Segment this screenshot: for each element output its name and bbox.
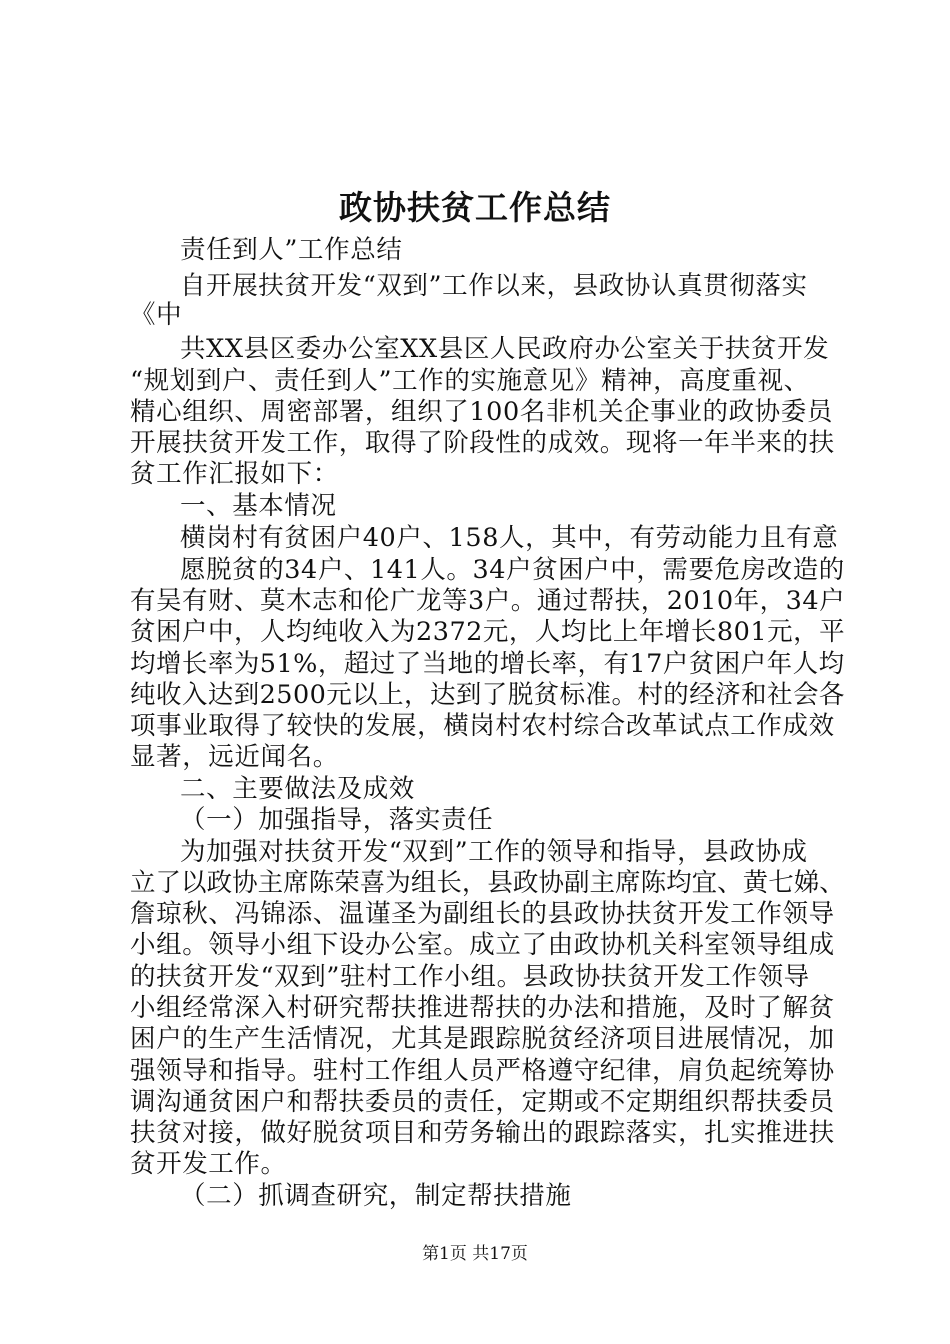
text-line: 精心组织、周密部署，组织了100名非机关企事业的政协委员 <box>130 397 833 427</box>
text-line: 《中 <box>130 300 183 330</box>
document-title: 政协扶贫工作总结 <box>339 188 611 227</box>
text-line: 贫开发工作。 <box>130 1149 287 1179</box>
text-line: 为加强对扶贫开发“双到”工作的领导和指导，县政协成 <box>180 837 808 867</box>
text-line: 共XX县区委办公室XX县区人民政府办公室关于扶贫开发 <box>180 334 830 364</box>
text-line: 贫工作汇报如下： <box>130 459 339 489</box>
subsection-heading: （二）抓调查研究，制定帮扶措施 <box>180 1181 572 1211</box>
text-line: 自开展扶贫开发“双到”工作以来，县政协认真贯彻落实 <box>180 271 808 301</box>
text-line: 贫困户中，人均纯收入为2372元，人均比上年增长801元，平 <box>130 617 846 647</box>
text-line: 扶贫对接，做好脱贫项目和劳务输出的跟踪落实，扎实推进扶 <box>130 1118 835 1148</box>
text-line: 均增长率为51%，超过了当地的增长率，有17户贫困户年人均 <box>130 649 845 679</box>
text-line: “规划到户、责任到人”工作的实施意见》精神，高度重视、 <box>130 366 810 396</box>
text-line: 强领导和指导。驻村工作组人员严格遵守纪律，肩负起统筹协 <box>130 1056 835 1086</box>
text-line: 显著，远近闻名。 <box>130 742 339 772</box>
text-line: 纯收入达到2500元以上，达到了脱贫标准。村的经济和社会各 <box>130 680 845 710</box>
section-heading: 一、基本情况 <box>180 491 337 521</box>
text-line: 詹琼秋、冯锦添、温谨圣为副组长的县政协扶贫开发工作领导 <box>130 899 835 929</box>
text-line: 调沟通贫困户和帮扶委员的责任，定期或不定期组织帮扶委员 <box>130 1087 835 1117</box>
section-heading: 二、主要做法及成效 <box>180 774 415 804</box>
page-footer: 第1页 共17页 <box>422 1244 528 1264</box>
text-line: 愿脱贫的34户、141人。34户贫困户中，需要危房改造的 <box>180 555 845 585</box>
text-line: 有吴有财、莫木志和伦广龙等3户。通过帮扶，2010年，34户 <box>130 586 846 616</box>
text-line: 项事业取得了较快的发展，横岗村农村综合改革试点工作成效 <box>130 711 835 741</box>
text-line: 责任到人”工作总结 <box>180 235 403 265</box>
text-line: 立了以政协主席陈荣喜为组长，县政协副主席陈均宜、黄七娣、 <box>130 868 845 898</box>
text-line: 小组经常深入村研究帮扶推进帮扶的办法和措施，及时了解贫 <box>130 993 835 1023</box>
text-line: 的扶贫开发“双到”驻村工作小组。县政协扶贫开发工作领导 <box>130 962 810 992</box>
text-line: 小组。领导小组下设办公室。成立了由政协机关科室领导组成 <box>130 930 835 960</box>
text-line: 横岗村有贫困户40户、158人，其中，有劳动能力且有意 <box>180 523 839 553</box>
subsection-heading: （一）加强指导，落实责任 <box>180 805 494 835</box>
text-line: 困户的生产生活情况，尤其是跟踪脱贫经济项目进展情况，加 <box>130 1024 835 1054</box>
text-line: 开展扶贫开发工作，取得了阶段性的成效。现将一年半来的扶 <box>130 428 835 458</box>
